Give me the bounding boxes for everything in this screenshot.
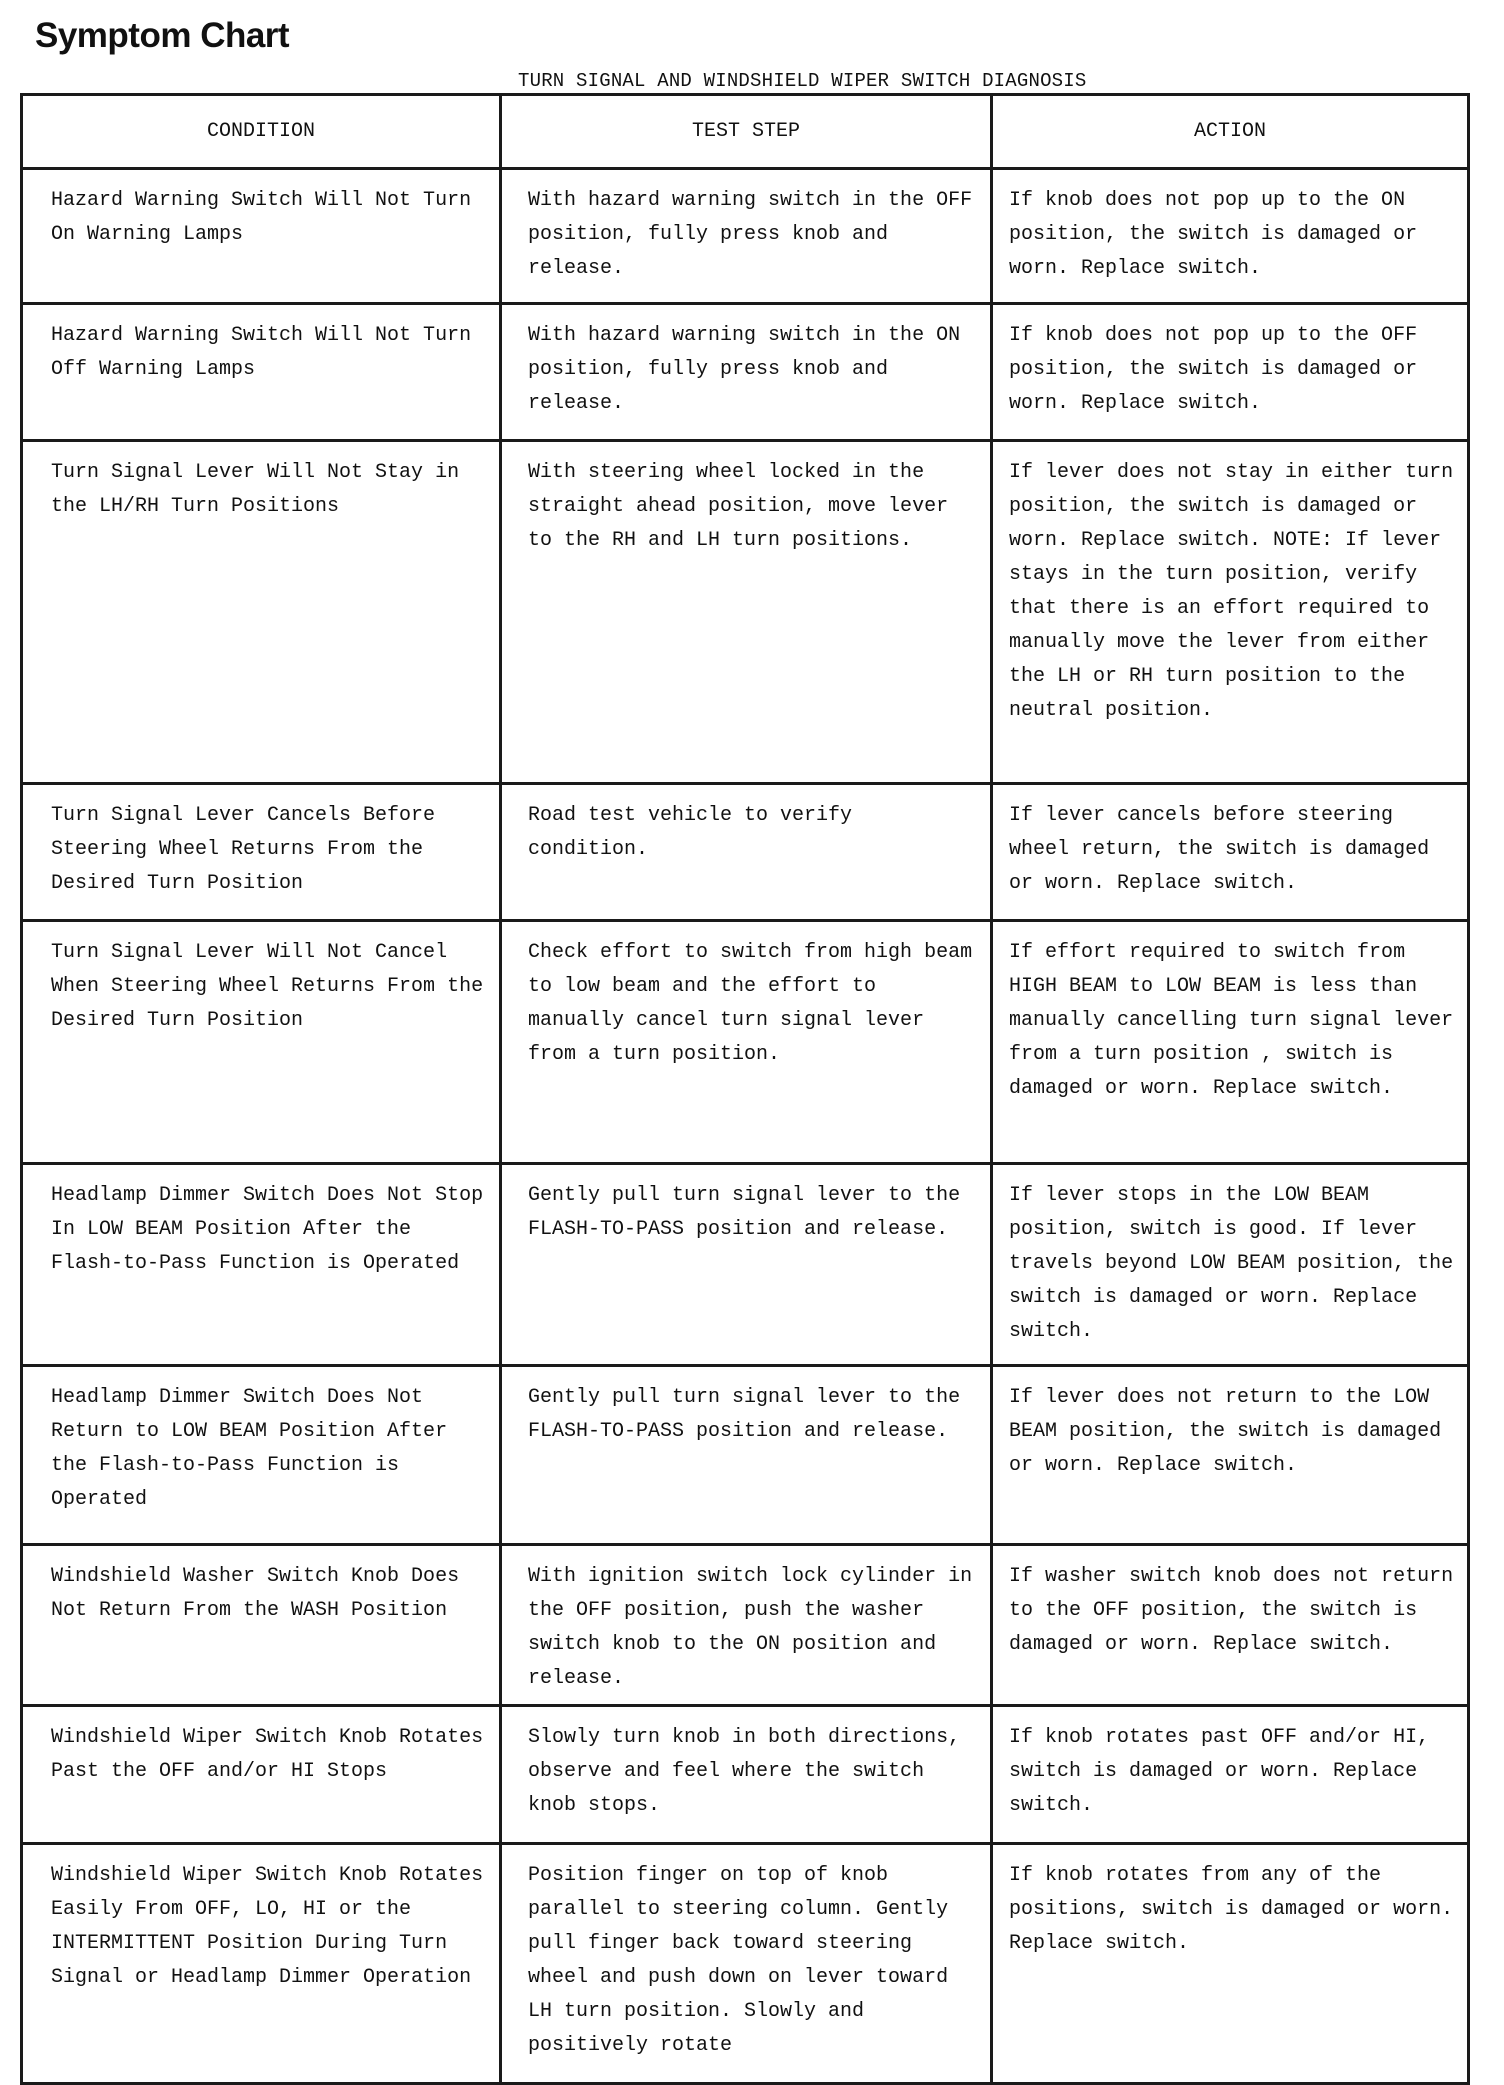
table-row <box>22 1545 1469 1706</box>
table-row <box>22 169 1469 304</box>
table-subtitle: TURN SIGNAL AND WINDSHIELD WIPER SWITCH DIAGNOSIS <box>518 70 1087 92</box>
action-cell: If knob does not pop up to the ON position, the switch is damaged or worn. Replace switch. <box>992 169 1469 304</box>
condition-cell: Headlamp Dimmer Switch Does Not Stop In LOW BEAM Position After the Flash-to-Pass Function is Operated <box>22 1164 501 1366</box>
table-row <box>22 784 1469 921</box>
action-cell: If effort required to switch from HIGH BEAM to LOW BEAM is less than manually cancelling turn signal lever from a turn position , switch is damaged or worn. Replace switch. <box>992 921 1469 1164</box>
action-cell: If knob rotates past OFF and/or HI, switch is damaged or worn. Replace switch. <box>992 1706 1469 1844</box>
action-cell: If lever stops in the LOW BEAM position, switch is good. If lever travels beyond LOW BEAM position, the switch is damaged or worn. Replace switch. <box>992 1164 1469 1366</box>
test-step-cell: Position finger on top of knob parallel to steering column. Gently pull finger back toward steering wheel and push down on lever toward LH turn position. Slowly and positively rotate <box>501 1844 992 2084</box>
condition-cell: Windshield Washer Switch Knob Does Not Return From the WASH Position <box>22 1545 501 1706</box>
test-step-cell: With steering wheel locked in the straight ahead position, move lever to the RH and LH turn positions. <box>501 441 992 784</box>
column-header-action: ACTION <box>992 95 1469 169</box>
condition-cell: Hazard Warning Switch Will Not Turn On Warning Lamps <box>22 169 501 304</box>
action-cell: If knob does not pop up to the OFF position, the switch is damaged or worn. Replace switch. <box>992 304 1469 441</box>
symptom-chart-table <box>20 93 1470 2085</box>
condition-cell: Hazard Warning Switch Will Not Turn Off Warning Lamps <box>22 304 501 441</box>
condition-cell: Windshield Wiper Switch Knob Rotates Easily From OFF, LO, HI or the INTERMITTENT Position During Turn Signal or Headlamp Dimmer Operation <box>22 1844 501 2084</box>
test-step-cell: Check effort to switch from high beam to low beam and the effort to manually cancel turn signal lever from a turn position. <box>501 921 992 1164</box>
condition-cell: Windshield Wiper Switch Knob Rotates Past the OFF and/or HI Stops <box>22 1706 501 1844</box>
table-row <box>22 1706 1469 1844</box>
action-cell: If knob rotates from any of the positions, switch is damaged or worn. Replace switch. <box>992 1844 1469 2084</box>
page-title: Symptom Chart <box>35 16 290 55</box>
condition-cell: Headlamp Dimmer Switch Does Not Return to LOW BEAM Position After the Flash-to-Pass Function is Operated <box>22 1366 501 1545</box>
action-cell: If lever does not return to the LOW BEAM position, the switch is damaged or worn. Replace switch. <box>992 1366 1469 1545</box>
test-step-cell: Gently pull turn signal lever to the FLASH-TO-PASS position and release. <box>501 1164 992 1366</box>
table-row <box>22 921 1469 1164</box>
column-header-test-step: TEST STEP <box>501 95 992 169</box>
test-step-cell: With hazard warning switch in the OFF position, fully press knob and release. <box>501 169 992 304</box>
action-cell: If washer switch knob does not return to the OFF position, the switch is damaged or worn. Replace switch. <box>992 1545 1469 1706</box>
test-step-cell: Gently pull turn signal lever to the FLASH-TO-PASS position and release. <box>501 1366 992 1545</box>
condition-cell: Turn Signal Lever Will Not Stay in the LH/RH Turn Positions <box>22 441 501 784</box>
table-row <box>22 1164 1469 1366</box>
table-row <box>22 441 1469 784</box>
action-cell: If lever cancels before steering wheel return, the switch is damaged or worn. Replace switch. <box>992 784 1469 921</box>
condition-cell: Turn Signal Lever Cancels Before Steering Wheel Returns From the Desired Turn Position <box>22 784 501 921</box>
test-step-cell: With ignition switch lock cylinder in the OFF position, push the washer switch knob to the ON position and release. <box>501 1545 992 1706</box>
table-row <box>22 1844 1469 2084</box>
table-row <box>22 304 1469 441</box>
test-step-cell: With hazard warning switch in the ON position, fully press knob and release. <box>501 304 992 441</box>
table-row <box>22 1366 1469 1545</box>
test-step-cell: Slowly turn knob in both directions, observe and feel where the switch knob stops. <box>501 1706 992 1844</box>
action-cell: If lever does not stay in either turn position, the switch is damaged or worn. Replace switch. NOTE: If lever stays in the turn position, verify that there is an effort required to manually move the lever from either the LH or RH turn position to the neutral position. <box>992 441 1469 784</box>
table-header-row <box>22 95 1469 169</box>
condition-cell: Turn Signal Lever Will Not Cancel When Steering Wheel Returns From the Desired Turn Position <box>22 921 501 1164</box>
column-header-condition: CONDITION <box>22 95 501 169</box>
test-step-cell: Road test vehicle to verify condition. <box>501 784 992 921</box>
